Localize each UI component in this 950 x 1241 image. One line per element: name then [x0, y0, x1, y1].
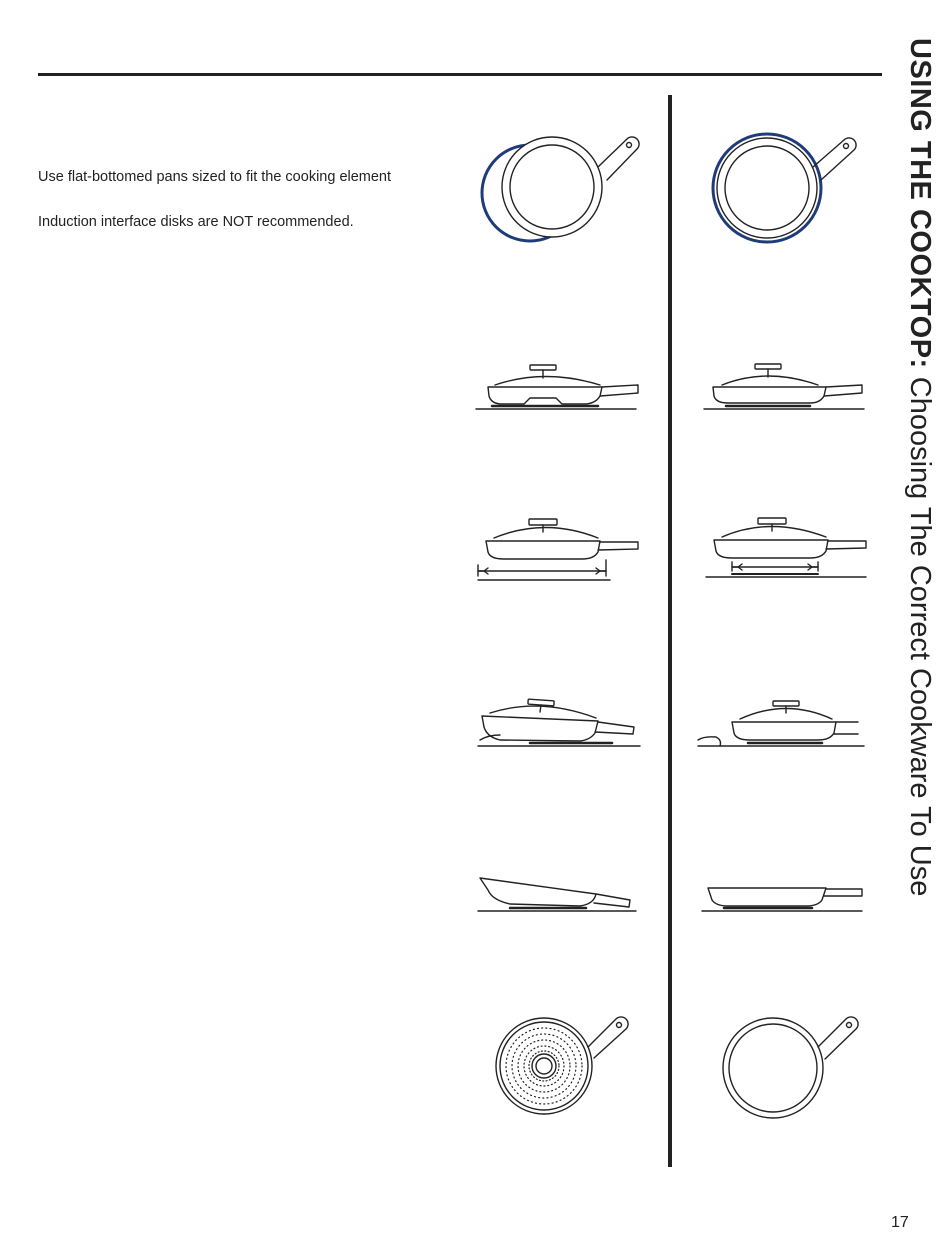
pan-correct-size-illustration: [706, 518, 866, 577]
pan-centered-illustration: [713, 134, 856, 242]
pan-uneven-bottom-illustration: [476, 365, 638, 409]
intro-text-pan-sizing: Use flat-bottomed pans sized to fit the cooking element: [38, 169, 392, 185]
section-title-rest: Choosing The Correct Cookware To Use: [904, 368, 936, 897]
page-number: 17: [891, 1214, 909, 1231]
pan-smooth-bottom-illustration: [723, 1017, 858, 1118]
pan-textured-bottom-illustration: [496, 1017, 628, 1114]
pan-oversize-illustration: [478, 519, 638, 580]
intro-text-interface-disks: Induction interface disks are NOT recommended.: [38, 214, 354, 230]
skillet-flat-illustration: [702, 888, 862, 911]
pan-off-center-illustration: [482, 137, 639, 241]
section-title-bold: USING THE COOKTOP:: [904, 38, 936, 369]
pan-flat-bottom-illustration: [704, 364, 864, 409]
skillet-warped-illustration: [478, 878, 636, 911]
pan-tilted-illustration: [478, 699, 640, 746]
pan-level-illustration: [698, 701, 864, 746]
